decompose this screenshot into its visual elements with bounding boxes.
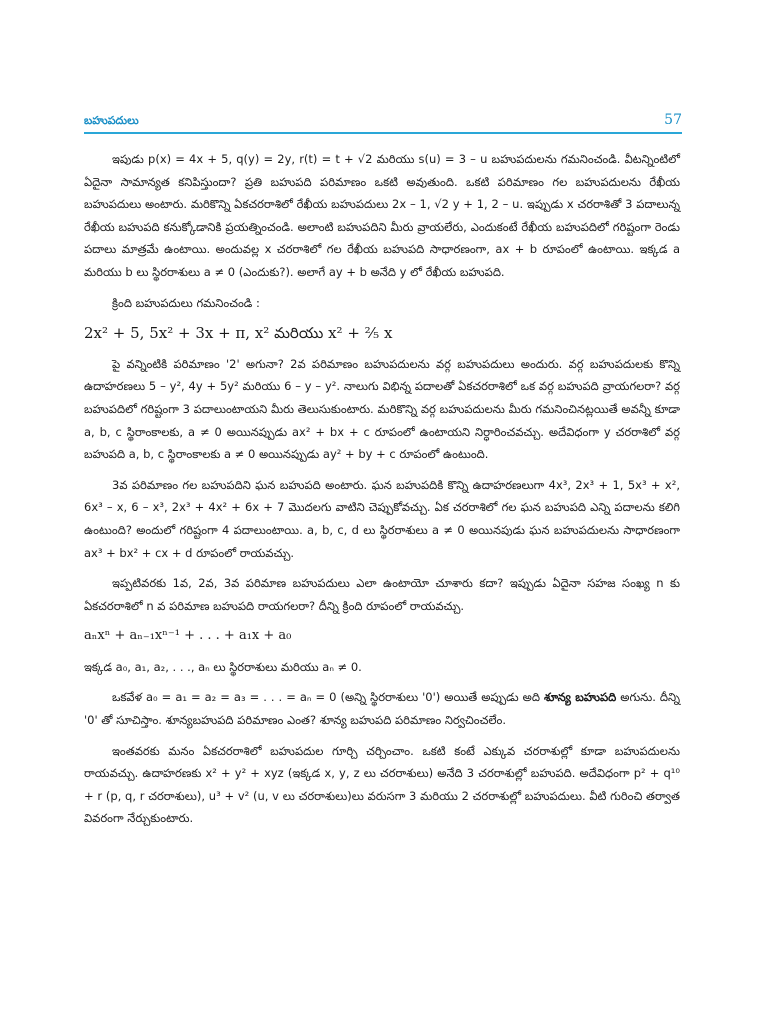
zero-poly-text-after: అగును. దీన్ని '0' తో సూచిస్తాం. శూన్యబహుపది పరిమాణం ఎంత? శూన్య బహుపది పరిమాణం నిర్వచించలేం. [84,690,681,728]
nth-degree-paragraph: ఇప్పటివరకు 1వ, 2వ, 3వ పరిమాణ బహుపదులు ఎలా ఉంటాయో చూశారు కదా? ఇప్పుడు ఏదైనా సహజ సంఖ్య n కు ఏకచరరాశిలో n వ పరిమాణ బహుపది రాయగలరా? దీన్ని క్రింది రూపంలో రాయవచ్చు. [84,576,680,613]
page-number: 57 [664,112,682,128]
chapter-title: బహుపదులు [84,114,139,127]
quadratic-polynomials-paragraph: పై వన్నింటికి పరిమాణం '2' అగునా? 2వ పరిమాణం బహుపదులను వర్గ బహుపదులు అందురు. వర్గ బహుపదులకు కొన్ని ఉదాహరణలు 5 – y², 4y + 5y² మరియు 6 – y – y². నాలుగు విభిన్న పదాలతో ఏకచరరాశిలో ఒక వర్గ బహుపది వ్రాయగలరా? వర్గ బహుపదిలో గరిష్టంగా 3 పదాలుంటాయని మీరు తెలుసుకుంటారు. మరికొన్ని వర్గ బహుపదులను మీరు గమనించినట్లయితే అవన్నీ కూడా a, b, c స్థిరాంకాలకు, a ≠ 0 అయినప్పుడు ax² + bx + c రూపంలో ఉంటాయని నిర్ధారించవచ్చు. అదేవిధంగా y చరరాశిలో వర్గ బహుపది a, b, c స్థిరాంకాలకు a ≠ 0 అయినప్పుడు ay² + by + c రూపంలో ఉంటుంది. [84,356,680,462]
page-header [84,112,682,134]
multivariable-paragraph: ఇంతవరకు మనం ఏకచరరాశిలో బహుపదుల గూర్చి చర్చించాం. ఒకటి కంటే ఎక్కువ చరరాశుల్లో కూడా బహుపదులను రాయవచ్చు. ఉదాహరణకు x² + y² + xyz (ఇక్కడ x, y, z లు చరరాశులు) అనేది 3 చరరాశుల్లో బహుపది. అదేవిధంగా p² + q¹⁰ + r (p, q, r చరరాశులు), u³ + v² (u, v లు చరరాశులు)లు వరుసగా 3 మరియు 2 చరరాశుల్లో బహుపదులు. వీటి గురించి తర్వాత వివరంగా నేర్చుకుంటారు. [84,743,680,826]
zero-poly-text-before: ఒకవేళ a₀ = a₁ = a₂ = a₃ = . . . = aₙ = 0 (అన్ని స్థిరరాశులు '0') అయితే అప్పుడు అది [112,690,544,705]
observe-prompt: క్రింది బహుపదులు గమనించండి : [112,295,260,310]
constants-line: ఇక్కడ a₀, a₁, a₂, . . ., aₙ లు స్థిరరాశులు మరియు aₙ ≠ 0. [84,659,362,674]
zero-polynomial-paragraph [84,686,680,731]
general-polynomial-form: aₙxⁿ + aₙ₋₁xⁿ⁻¹ + . . . + a₁x + a₀ [84,628,292,644]
cubic-polynomials-paragraph: 3వ పరిమాణం గల బహుపదిని ఘన బహుపది అంటారు. ఘన బహుపదికి కొన్ని ఉదాహరణలుగా 4x³, 2x³ + 1, 5x³ + x², 6x³ – x, 6 – x³, 2x³ + 4x² + 6x + 7 మొదలగు వాటిని చెప్పుకోవచ్చు. ఏక చరరాశిలో గల ఘన బహుపది ఎన్ని పదాలను కలిగి ఉంటుంది? అందులో గరిష్టంగా 4 పదాలుంటాయి. a, b, c, d లు స్థిరరాశులు a ≠ 0 అయినపుడు ఘన బహుపదులను సాధారణంగా ax³ + bx² + cx + d రూపంలో రాయవచ్చు. [84,477,680,560]
linear-polynomials-paragraph: ఇపుడు p(x) = 4x + 5, q(y) = 2y, r(t) = t + √2 మరియు s(u) = 3 – u బహుపదులను గమనించండి. వీటన్నింటిలో ఏదైనా సామాన్యత కనిపిస్తుందా? ప్రతి బహుపది పరిమాణం ఒకటి అవుతుంది. ఒకటి పరిమాణం గల బహుపదులను రేఖీయ బహుపదులు అంటారు. మరికొన్ని ఏకచరరాశిలో రేఖీయ బహుపదులు 2x – 1, √2 y + 1, 2 – u. ఇప్పుడు x చరరాశితో 3 పదాలున్న రేఖీయ బహుపది కనుక్కోడానికి ప్రయత్నించండి. అలాంటి బహుపదిని మీరు వ్రాయలేరు, ఎందుకంటే రేఖీయ బహుపదిలో గరిష్టంగా రెండు పదాలు మాత్రమే ఉంటాయి. అందువల్ల x చరరాశిలో గల రేఖీయ బహుపది సాధారణంగా, ax + b రూపంలో ఉంటాయి. ఇక్కడ a మరియు b లు స్థిరరాశులు a ≠ 0 (ఎందుకు?). అలాగే ay + b అనేది y లో రేఖీయ బహుపది. [84,152,680,279]
page-content [84,148,680,838]
zero-polynomial-term: శూన్య బహుపది [544,690,617,705]
quadratic-examples: 2x² + 5, 5x² + 3x + π, x² మరియు x² + ²⁄₅ x [84,324,393,343]
